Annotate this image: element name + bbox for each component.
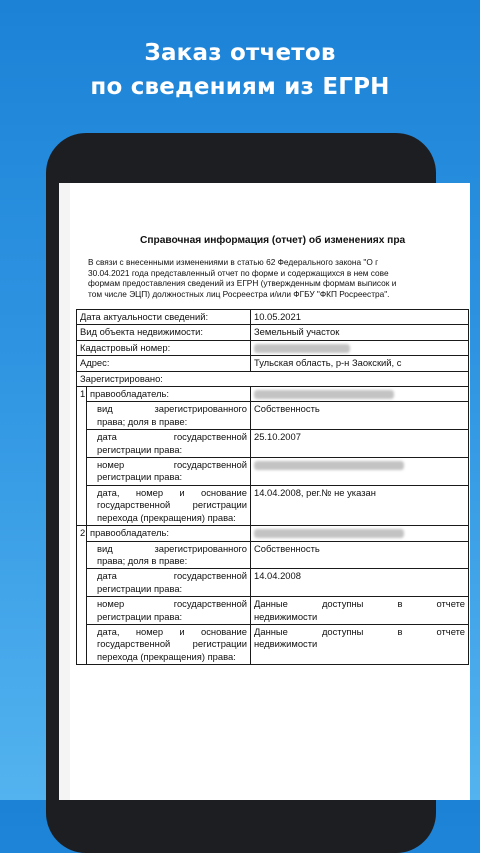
entry-number: 1: [77, 387, 87, 526]
basis-label: дата, номер и основание государственной регистрации перехода (прекращения) права:: [87, 485, 251, 525]
document-intro: [88, 257, 468, 299]
intro-line: 30.04.2021 года представленный отчет по форме и содержащихся в нем сове: [88, 267, 389, 278]
redacted-text: [254, 344, 350, 353]
table-row: [77, 371, 469, 386]
address-label: Адрес:: [77, 356, 251, 371]
redacted-text: [254, 461, 404, 470]
registered-label: Зарегистрировано:: [77, 371, 469, 386]
report-table: [76, 309, 469, 665]
table-row: [77, 526, 469, 541]
redacted-text: [254, 390, 394, 399]
reg-date-value: 25.10.2007: [251, 430, 469, 458]
right-type-label: вид зарегистрированного права; доля в праве:: [87, 402, 251, 430]
reg-date-label: дата государственной регистрации права:: [87, 569, 251, 597]
table-row: [77, 310, 469, 325]
date-value: 10.05.2021: [251, 310, 469, 325]
object-type-value: Земельный участок: [251, 325, 469, 340]
basis-value: Данные доступны в отчете недвижимости: [251, 624, 469, 664]
redacted-text: [254, 529, 404, 538]
reg-number-value-redacted: [251, 458, 469, 486]
cadastral-value-redacted: [251, 340, 469, 355]
promo-headline-line-2: по сведениям из ЕГРН: [90, 74, 390, 100]
table-row: [77, 387, 469, 402]
entry-number: 2: [77, 526, 87, 665]
right-type-label: вид зарегистрированного права; доля в праве:: [87, 541, 251, 569]
reg-number-label: номер государственной регистрации права:: [87, 458, 251, 486]
table-row: [77, 325, 469, 340]
table-row: [77, 430, 469, 458]
cadastral-label: Кадастровый номер:: [77, 340, 251, 355]
table-row: [77, 402, 469, 430]
table-row: [77, 541, 469, 569]
table-row: [77, 597, 469, 625]
basis-value: 14.04.2008, рег.№ не указан: [251, 485, 469, 525]
holder-label: правообладатель:: [87, 387, 251, 402]
report-document[interactable]: [70, 183, 470, 800]
table-row: [77, 340, 469, 355]
phone-screen[interactable]: [59, 183, 465, 800]
intro-line: В связи с внесенными изменениями в статью 62 Федерального закона "О г: [88, 257, 379, 267]
right-type-value: Собственность: [251, 402, 469, 430]
table-row: [77, 569, 469, 597]
holder-label: правообладатель:: [87, 526, 251, 541]
reg-number-value: Данные доступны в отчете недвижимости: [251, 597, 469, 625]
reg-date-label: дата государственной регистрации права:: [87, 430, 251, 458]
date-label: Дата актуальности сведений:: [77, 310, 251, 325]
holder-value-redacted: [251, 526, 469, 541]
document-title: Справочная информация (отчет) об изменениях пра: [140, 235, 406, 246]
promo-headline-line-1: Заказ отчетов: [144, 40, 336, 66]
reg-date-value: 14.04.2008: [251, 569, 469, 597]
reg-number-label: номер государственной регистрации права:: [87, 597, 251, 625]
right-type-value: Собственность: [251, 541, 469, 569]
promo-headline: [0, 36, 480, 104]
table-row: [77, 624, 469, 664]
intro-line: том числе ЭЦП) должностных лиц Росреестра и/или ФГБУ "ФКП Росреестра".: [88, 288, 390, 299]
object-type-label: Вид объекта недвижимости:: [77, 325, 251, 340]
table-row: [77, 485, 469, 525]
table-row: [77, 458, 469, 486]
basis-label: дата, номер и основание государственной регистрации перехода (прекращения) права:: [87, 624, 251, 664]
intro-line: формам предоставления сведений из ЕГРН (утвержденным формам выписок и: [88, 278, 397, 289]
holder-value-redacted: [251, 387, 469, 402]
table-row: [77, 356, 469, 371]
address-value: Тульская область, р-н Заокский, с: [251, 356, 469, 371]
